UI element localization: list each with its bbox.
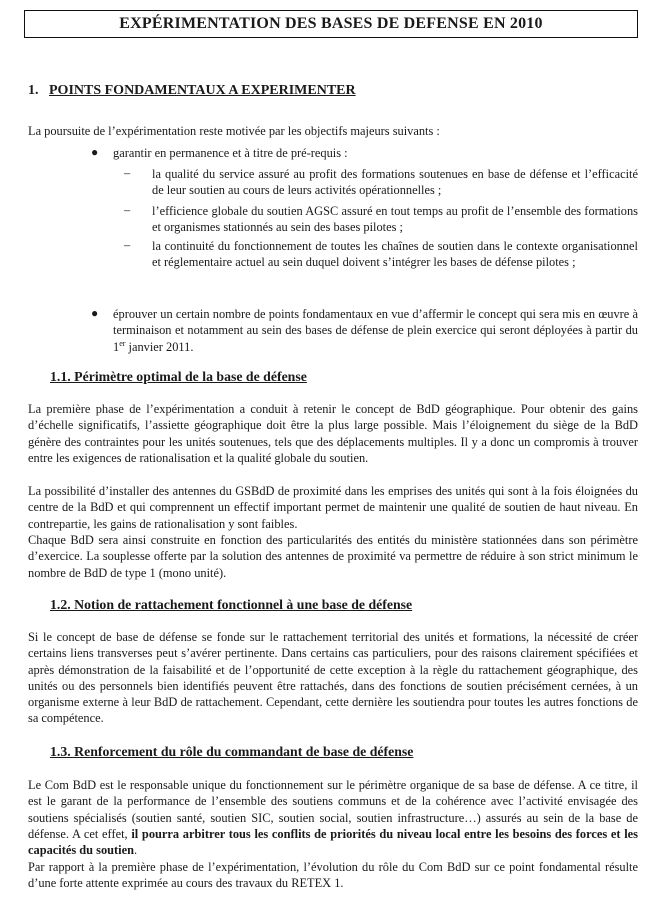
dash-item-3: la continuité du fonctionnement de toutes les chaînes de soutien dans le contexte organisationnel et réglementaire actuel au sein duquel doivent s’intégrer les bases de défense pilotes ;	[152, 239, 638, 270]
dash-icon: –	[124, 238, 131, 252]
section-1-3-paragraph-2: Par rapport à la première phase de l’expérimentation, l’évolution du rôle du Com BdD sur ce point fondamental résulte d’une forte attente exprimée au cours des travaux du RETEX 1.	[28, 860, 638, 891]
section-1-intro: La poursuite de l’expérimentation reste motivée par les objectifs majeurs suivants :	[28, 124, 440, 138]
section-1-2-title: 1.2. Notion de rattachement fonctionnel à une base de défense	[50, 597, 413, 612]
section-1-1-paragraph-1: La première phase de l’expérimentation a conduit à retenir le concept de BdD géographique. Pour obtenir des gains d’échelle significatifs, l’assiette géographique doit être la plus large possible. Mais l’éloignement du siège de la BdD génère des contraintes pour les unités soutenues, tels que des déplacements multiples. Il y a donc un compromis à trouver entre les exigences de rationalisation et la qualité globale du soutien.	[28, 402, 638, 465]
section-1-heading	[28, 83, 356, 99]
bullet-2-end: janvier 2011.	[125, 339, 194, 354]
section-1-2-paragraph: Si le concept de base de défense se fonde sur le rattachement territorial des unités et formations, la nécessité de créer certains liens transverses peut s’avérer pertinente. Dans certains cas particuliers, pour des raisons clairement spécifiées et après démonstration de la faisabilité et de l’opportunité de cette exception à la règle du rattachement géographique, des unités ou des personnels bien identifiés peuvent être rattachés, dans des fonctions de soutien précisément cernées, à un organisme externe à leur BdD de rattachement. Cependant, cette dernière les soutiendra pour toutes les autres fonctions de sa compétence.	[28, 630, 638, 726]
section-1-2-heading	[50, 597, 412, 613]
title-box	[24, 10, 638, 38]
section-1-title: POINTS FONDAMENTAUX A EXPERIMENTER	[49, 83, 356, 98]
section-1-3-bold-text: il pourra arbitrer tous les conflits de priorités du niveau local entre les besoins des forces et les capacités du soutien	[28, 826, 639, 858]
section-1-1-heading	[50, 369, 307, 385]
dash-item-2: l’efficience globale du soutien AGSC assuré en tout temps au profit de l’ensemble des formations et organismes stationnés au sein des bases pilotes ;	[152, 204, 638, 235]
section-1-1-paragraph-2: La possibilité d’installer des antennes du GSBdD de proximité dans les emprises des unités qui sont à la fois éloignées du centre de la BdD et qui comprennent un effectif important permet de maintenir une qualité de soutien de haut niveau. En contrepartie, les gains de rationalisation y sont faibles.	[28, 484, 638, 531]
section-1-number: 1.	[28, 83, 39, 98]
section-1-3-paragraph-1	[28, 777, 638, 858]
bullet-1: garantir en permanence et à titre de pré-requis :	[113, 146, 348, 160]
dash-icon: –	[124, 166, 131, 180]
section-1-3-heading	[50, 744, 413, 760]
dash-item-1: la qualité du service assuré au profit des formations soutenues en base de défense et l’efficacité de leur soutien au cours de leurs activités opérationnelles ;	[152, 167, 638, 198]
section-1-3-text-end: .	[134, 843, 138, 858]
bullet-2-sup: er	[119, 338, 126, 348]
dash-icon: –	[124, 203, 131, 217]
section-1-3-title: 1.3. Renforcement du rôle du commandant de base de défense	[50, 744, 414, 759]
section-1-3-text: Le Com BdD est le responsable unique du fonctionnement sur le périmètre organique de sa base de défense. A ce titre, il est le garant de la performance de l’ensemble des soutiens communs et de la cohérence avec l’activité envisagée des soutiens spécialisés (soutien santé, soutien SIC, soutien social, soutien infrastructure…) assurés au sein de la base de défense. A cet effet,	[28, 778, 638, 841]
bullet-icon: ●	[91, 145, 99, 159]
bullet-icon: ●	[91, 306, 99, 320]
bullet-2-text: éprouver un certain nombre de points fondamentaux en vue d’affermir le concept qui sera mis en œuvre à terminaison et notamment au sein des bases de défense de plein exercice qui seront déployées à partir du 1	[113, 307, 638, 354]
bullet-2	[113, 306, 638, 355]
section-1-1-title: 1.1. Périmètre optimal de la base de défense	[50, 369, 307, 384]
document-title: EXPÉRIMENTATION DES BASES DE DEFENSE EN 2010	[119, 15, 543, 32]
section-1-1-paragraph-3: Chaque BdD sera ainsi construite en fonction des particularités des entités du ministère stationnées dans son périmètre d’exercice. La souplesse offerte par la solution des antennes de proximité va permettre de réduire à son strict minimum le nombre de BdD de type 1 (mono unité).	[28, 533, 638, 580]
